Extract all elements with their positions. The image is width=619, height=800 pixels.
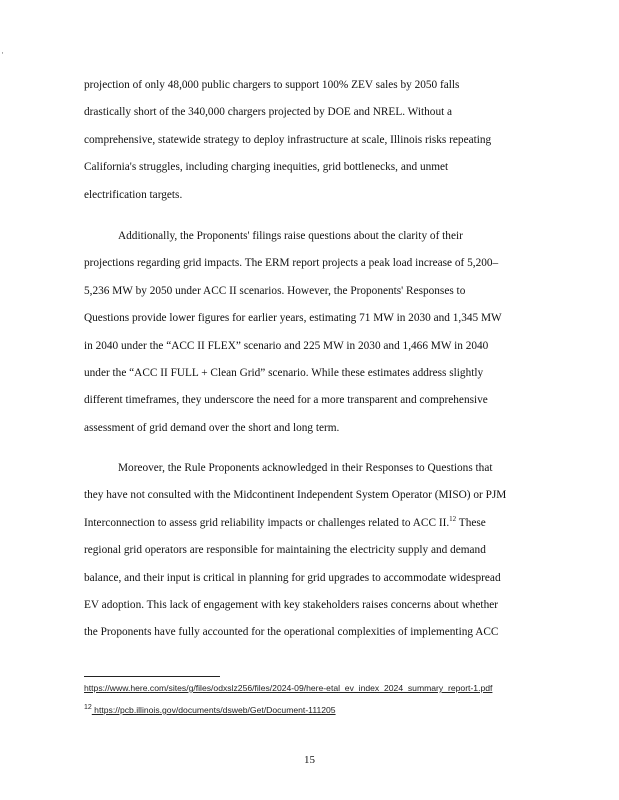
page-number: 15 xyxy=(304,754,315,766)
text-line: projections regarding grid impacts. The ERM report projects a peak load increase of 5,200– xyxy=(84,257,499,270)
footnote-item xyxy=(84,682,554,694)
footnote-reference[interactable]: 12 xyxy=(449,515,457,524)
paragraph-1 xyxy=(84,72,544,209)
text-line-with-footnote xyxy=(84,510,544,537)
footnote-divider xyxy=(84,676,220,677)
text-line: Moreover, the Rule Proponents acknowledged in their Responses to Questions that xyxy=(118,462,493,474)
text-segment: Interconnection to assess grid reliability impacts or challenges related to ACC II. xyxy=(84,516,450,529)
text-line: Questions provide lower figures for earlier years, estimating 71 MW in 2030 and 1,345 MW xyxy=(84,312,502,325)
text-line: they have not consulted with the Midcontinent Independent System Operator (MISO) or PJM xyxy=(84,489,507,502)
text-line: 5,236 MW by 2050 under ACC II scenarios. However, the Proponents' Responses to xyxy=(84,284,466,297)
footnote-item xyxy=(84,704,554,716)
footnotes xyxy=(84,682,554,726)
paragraph-2 xyxy=(84,223,544,442)
text-line: different timeframes, they underscore the need for a more transparent and comprehensive xyxy=(84,394,488,407)
text-line: comprehensive, statewide strategy to deploy infrastructure at scale, Illinois risks repeating xyxy=(84,133,492,146)
text-line: assessment of grid demand over the short and long term. xyxy=(84,421,340,434)
text-line: the Proponents have fully accounted for the operational complexities of implementing ACC xyxy=(84,626,499,639)
text-line: projection of only 48,000 public chargers to support 100% ZEV sales by 2050 falls xyxy=(84,79,460,91)
stray-mark: · xyxy=(1,48,4,58)
text-line: balance, and their input is critical in planning for grid upgrades to accommodate widespread xyxy=(84,571,501,584)
text-line: California's struggles, including charging inequities, grid bottlenecks, and unmet xyxy=(84,161,449,174)
text-line: electrification targets. xyxy=(84,188,183,201)
text-line: regional grid operators are responsible for maintaining the electricity supply and demand xyxy=(84,544,486,557)
text-segment: These xyxy=(456,516,486,529)
footnote-marker: 12 xyxy=(84,704,92,712)
text-line: in 2040 under the “ACC II FLEX” scenario and 225 MW in 2030 and 1,466 MW in 2040 xyxy=(84,339,489,352)
footnote-link[interactable]: https://www.here.com/sites/g/files/odxslz256/files/2024-09/here-etal_ev_index_2024_summary_report-1.pdf xyxy=(84,683,493,693)
text-line: Additionally, the Proponents' filings raise questions about the clarity of their xyxy=(118,230,463,242)
footnote-link[interactable]: https://pcb.illinois.gov/documents/dsweb/Get/Document-111205 xyxy=(91,705,336,715)
text-line: under the “ACC II FULL + Clean Grid” scenario. While these estimates address slightly xyxy=(84,367,484,380)
paragraph-3 xyxy=(84,455,544,647)
text-line: EV adoption. This lack of engagement with key stakeholders raises concerns about whether xyxy=(84,599,498,612)
text-line: drastically short of the 340,000 chargers projected by DOE and NREL. Without a xyxy=(84,106,453,119)
